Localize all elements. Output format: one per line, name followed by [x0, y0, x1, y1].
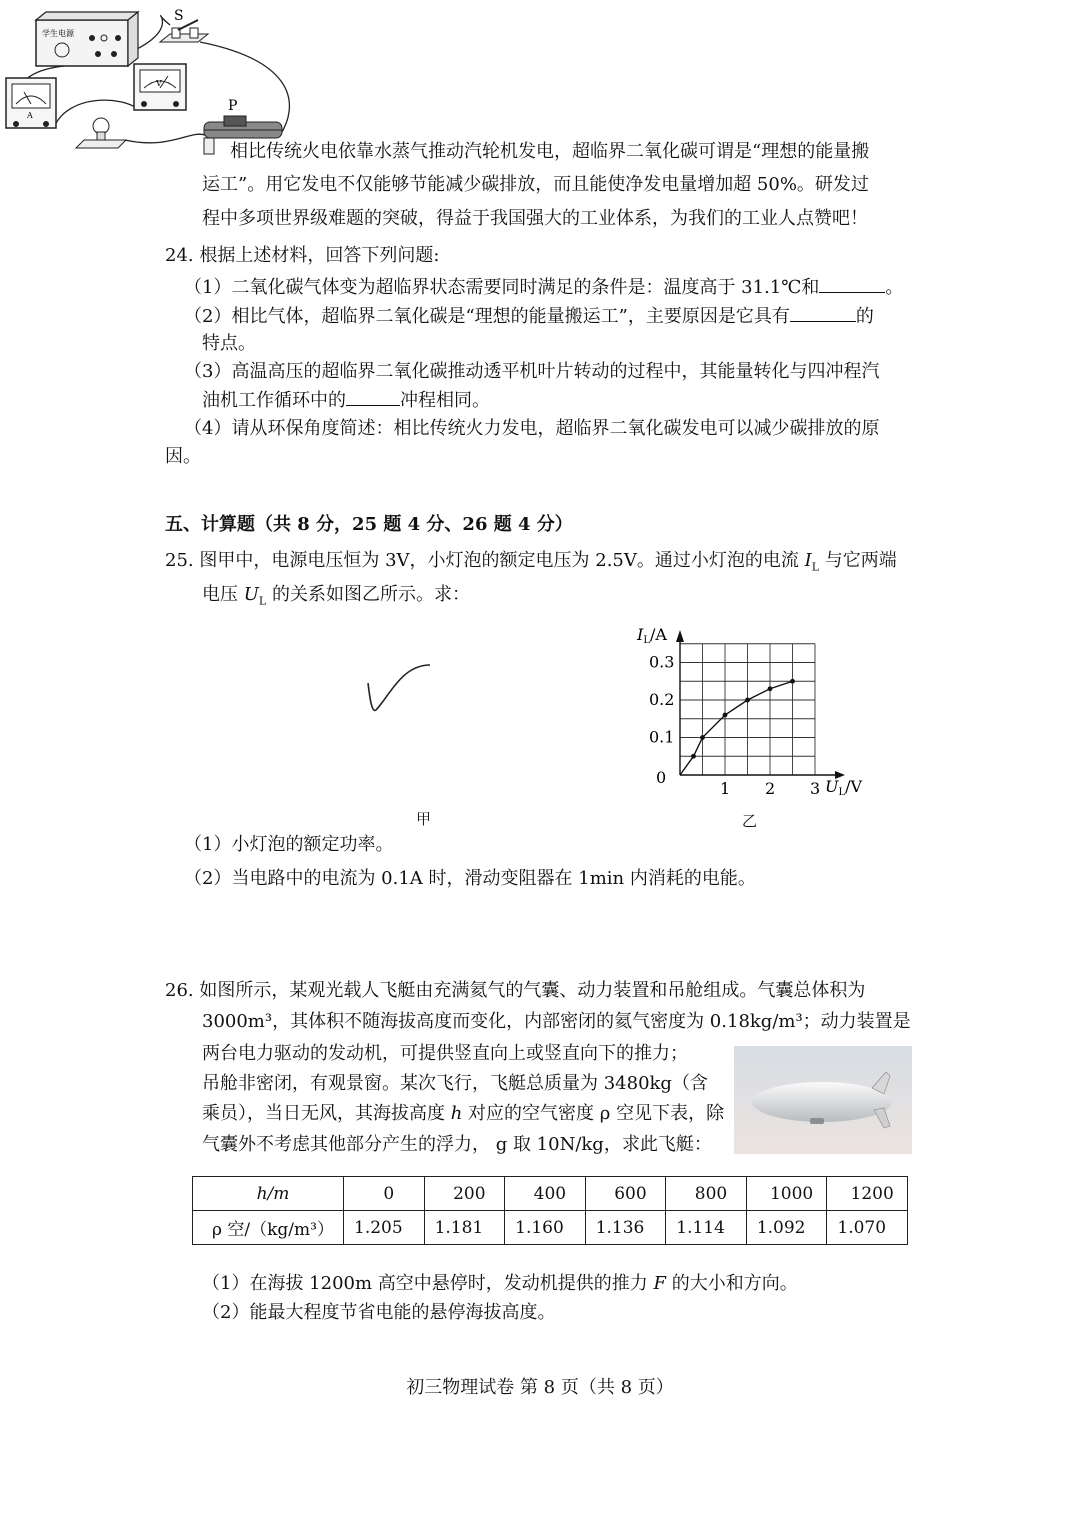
- x-tick-label: 2: [765, 779, 776, 798]
- q24-part-1-text: （1）二氧化碳气体变为超临界状态需要同时满足的条件是：温度高于 31.1℃和: [184, 277, 820, 298]
- q25-stem-2-end: 的关系如图乙所示。求：: [266, 584, 470, 605]
- q24-part-3-text: 油机工作循环中的: [202, 390, 346, 411]
- data-point: [691, 754, 696, 759]
- q25-part-1: （1）小灯泡的额定功率。: [184, 834, 394, 855]
- q25-part-2: （2）当电路中的电流为 0.1A 时，滑动变阻器在 1min 内消耗的电能。: [184, 868, 756, 889]
- y-tick-label: 0.3: [649, 652, 675, 672]
- figure-b-label: 乙: [742, 812, 758, 830]
- q25-voltage-sub: L: [258, 594, 267, 608]
- table-row: [193, 1177, 908, 1211]
- q25-current-var: I: [804, 550, 812, 571]
- q24-answer-blank-1[interactable]: [819, 274, 885, 293]
- q26-line-5-end: 对应的空气密度 ρ 空见下表，除: [462, 1103, 725, 1124]
- q24-part-2-text: （2）相比气体，超临界二氧化碳是“理想的能量搬运工”，主要原因是它具有: [184, 306, 790, 327]
- switch: [160, 8, 208, 42]
- data-point: [723, 713, 728, 718]
- table-cell: 1.160: [505, 1211, 586, 1245]
- x-axis-label: UL/V: [825, 777, 863, 798]
- y-tick-label: 0.2: [649, 690, 675, 709]
- data-point: [768, 686, 773, 691]
- q24-part-2-end: 的: [855, 306, 874, 327]
- ammeter: [6, 78, 56, 128]
- table-row-header: [193, 1177, 344, 1211]
- q26-line-6: 气囊外不考虑其他部分产生的浮力， g 取 10N/kg，求此飞艇：: [202, 1134, 712, 1155]
- q25-voltage-var: U: [243, 584, 259, 605]
- q26-line-3: 两台电力驱动的发动机，可提供竖直向上或竖直向下的推力；: [202, 1043, 688, 1064]
- passage-line-1: 相比传统火电依靠水蒸气推动汽轮机发电，超临界二氧化碳可谓是“理想的能量搬: [230, 141, 870, 162]
- data-point: [790, 679, 795, 684]
- chart-ticks: [649, 653, 820, 799]
- q24-part-4: （4）请从环保角度简述：相比传统火力发电，超临界二氧化碳发电可以减少碳排放的原: [184, 418, 880, 439]
- q24-part-2: [184, 303, 874, 330]
- q24-part-2-cont: 特点。: [202, 333, 256, 354]
- q24-part-1-end: 。: [885, 277, 904, 298]
- q25-stem-1: [165, 548, 897, 581]
- chart-grid: [680, 644, 815, 775]
- q24-answer-blank-3[interactable]: [346, 387, 400, 406]
- ammeter-symbol: A: [27, 111, 33, 120]
- q26-line-1: 26. 如图所示，某观光载人飞艇由充满氦气的气囊、动力装置和吊舱组成。气囊总体积为: [165, 980, 866, 1001]
- table-cell: 1000: [746, 1177, 827, 1211]
- table-cell: 800: [666, 1177, 747, 1211]
- q25-current-sub: L: [811, 560, 820, 574]
- x-tick-label: 1: [720, 779, 731, 798]
- figure-a-label: 甲: [416, 810, 432, 828]
- q24-part-3-cont: [202, 387, 490, 414]
- q24-part-4-cont: 因。: [165, 446, 201, 467]
- switch-label: S: [174, 8, 184, 24]
- page-footer: 初三物理试卷 第 8 页（共 8 页）: [406, 1377, 674, 1398]
- table-cell: 600: [585, 1177, 666, 1211]
- passage-line-2: 运工”。用它发电不仅能够节能减少碳排放，而且能使净发电量增加超 50%。研发过: [202, 174, 869, 195]
- iu-curve: [680, 681, 793, 775]
- q26-line-2: 3000m³，其体积不随海拔高度而变化，内部密闭的氦气密度为 0.18kg/m³；动力装置是: [202, 1011, 911, 1032]
- table-cell: 200: [424, 1177, 505, 1211]
- slider-label: P: [228, 98, 238, 114]
- power-supply: [36, 12, 138, 66]
- q26-part-1: [202, 1271, 798, 1297]
- iu-chart: [625, 620, 875, 805]
- table-cell: 0: [344, 1177, 425, 1211]
- q24-stem: 24. 根据上述材料，回答下列问题:: [165, 245, 440, 266]
- voltmeter-symbol: V: [156, 79, 162, 88]
- table-cell: 1.181: [424, 1211, 505, 1245]
- q25-stem-2: [202, 582, 470, 615]
- q24-answer-blank-2[interactable]: [790, 303, 856, 322]
- voltmeter: [134, 64, 186, 110]
- q24-part-3-end: 冲程相同。: [400, 390, 490, 411]
- density-table: [192, 1176, 908, 1245]
- table-cell: 1.092: [746, 1211, 827, 1245]
- q25-stem-1-text: 25. 图甲中，电源电压恒为 3V，小灯泡的额定电压为 2.5V。通过小灯泡的电流: [165, 550, 805, 571]
- q24-part-1: [184, 274, 903, 301]
- q26-force-var: F: [653, 1273, 666, 1294]
- circuit-photo: [0, 0, 300, 160]
- table-cell: 1.070: [827, 1211, 908, 1245]
- x-tick-label: 3: [810, 779, 821, 798]
- y-axis-label: IL/A: [637, 625, 667, 646]
- table-cell: 1.114: [666, 1211, 747, 1245]
- q26-line-4: 吊舱非密闭，有观景窗。某次飞行，飞艇总质量为 3480kg（含: [202, 1073, 708, 1094]
- q25-stem-2-text: 电压: [202, 584, 244, 605]
- airship-photo: [734, 1046, 912, 1154]
- table-cell: 1.205: [344, 1211, 425, 1245]
- table-cell: 1200: [827, 1177, 908, 1211]
- y-tick-label: 0.1: [649, 727, 675, 747]
- height-header: h/m: [256, 1183, 290, 1204]
- q25-stem-1-end: 与它两端: [819, 550, 897, 571]
- q26-part-1-end: 的大小和方向。: [666, 1273, 798, 1294]
- q26-line-5-text: 乘员），当日无风，其海拔高度: [202, 1103, 451, 1124]
- table-row-header: ρ 空/（kg/m³）: [193, 1211, 344, 1245]
- table-cell: 400: [505, 1177, 586, 1211]
- origin-label: 0: [656, 768, 667, 787]
- data-point: [700, 735, 705, 740]
- power-supply-label: 学生电源: [42, 29, 74, 38]
- q24-part-3: （3）高温高压的超临界二氧化碳推动透平机叶片转动的过程中，其能量转化与四冲程汽: [184, 361, 880, 382]
- data-point: [745, 698, 750, 703]
- table-row: [193, 1211, 908, 1245]
- lamp: [76, 118, 126, 148]
- section-heading: 五、计算题（共 8 分，25 题 4 分、26 题 4 分）: [165, 514, 573, 535]
- q26-height-var: h: [450, 1103, 463, 1124]
- table-cell: 1.136: [585, 1211, 666, 1245]
- figure-a: [360, 655, 440, 720]
- q26-line-5: [202, 1101, 724, 1127]
- passage-line-3: 程中多项世界级难题的突破，得益于我国强大的工业体系，为我们的工业人点赞吧！: [202, 208, 868, 229]
- q26-part-1-text: （1）在海拔 1200m 高空中悬停时，发动机提供的推力: [202, 1273, 654, 1294]
- y-axis-arrow-icon: [676, 630, 684, 642]
- q26-part-2: （2）能最大程度节省电能的悬停海拔高度。: [202, 1302, 556, 1323]
